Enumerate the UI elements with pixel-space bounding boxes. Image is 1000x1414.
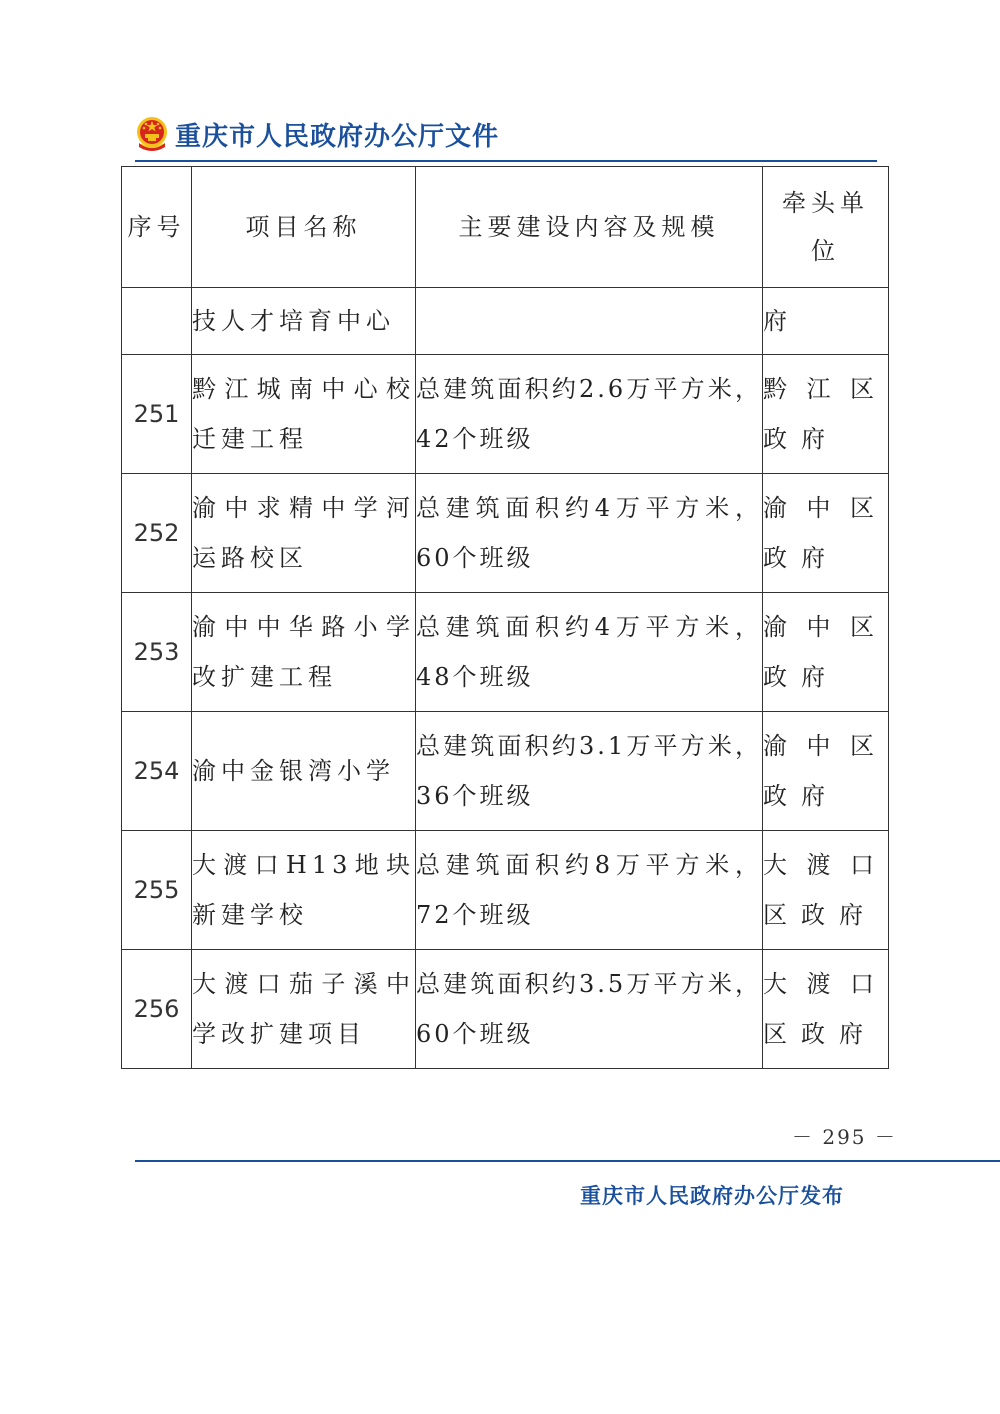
cell-name: 大渡口茄子溪中学改扩建项目 [192, 950, 416, 1069]
footer-divider [135, 1160, 1000, 1162]
cell-name: 渝中金银湾小学 [192, 712, 416, 831]
document-header [135, 112, 499, 156]
table-header-row [122, 167, 889, 288]
header-divider [135, 160, 877, 162]
column-header-no: 序号 [122, 167, 192, 288]
cell-unit: 渝中区政府 [763, 593, 889, 712]
cell-content: 总建筑面积约3.5万平方米，60个班级 [416, 950, 763, 1069]
cell-no: 255 [122, 831, 192, 950]
cell-no: 256 [122, 950, 192, 1069]
cell-no [122, 288, 192, 355]
cell-name: 大渡口H13地块新建学校 [192, 831, 416, 950]
cell-unit: 大渡口区政府 [763, 950, 889, 1069]
cell-unit: 渝中区政府 [763, 712, 889, 831]
national-emblem-icon [135, 115, 169, 153]
table-row [122, 474, 889, 593]
cell-name: 黔江城南中心校迁建工程 [192, 355, 416, 474]
cell-content: 总建筑面积约4万平方米，48个班级 [416, 593, 763, 712]
cell-unit: 黔江区政府 [763, 355, 889, 474]
footer-publisher: 重庆市人民政府办公厅发布 [580, 1184, 844, 1208]
cell-unit: 府 [763, 288, 889, 355]
cell-content: 总建筑面积约8万平方米，72个班级 [416, 831, 763, 950]
column-header-name: 项目名称 [192, 167, 416, 288]
cell-content: 总建筑面积约2.6万平方米，42个班级 [416, 355, 763, 474]
table-row [122, 712, 889, 831]
cell-no: 253 [122, 593, 192, 712]
page-number: － 295 － [792, 1125, 897, 1149]
project-table [121, 166, 889, 1069]
cell-name: 技人才培育中心 [192, 288, 416, 355]
header-title: 重庆市人民政府办公厅文件 [175, 121, 500, 152]
cell-no: 254 [122, 712, 192, 831]
cell-no: 252 [122, 474, 192, 593]
cell-no: 251 [122, 355, 192, 474]
table-row [122, 593, 889, 712]
cell-content: 总建筑面积约3.1万平方米，36个班级 [416, 712, 763, 831]
cell-content [416, 288, 763, 355]
table-row [122, 950, 889, 1069]
cell-content: 总建筑面积约4万平方米，60个班级 [416, 474, 763, 593]
cell-unit: 大渡口区政府 [763, 831, 889, 950]
table-row [122, 355, 889, 474]
cell-name: 渝中中华路小学改扩建工程 [192, 593, 416, 712]
cell-unit: 渝中区政府 [763, 474, 889, 593]
column-header-content: 主要建设内容及规模 [416, 167, 763, 288]
table-row-continuation [122, 288, 889, 355]
cell-name: 渝中求精中学河运路校区 [192, 474, 416, 593]
table-row [122, 831, 889, 950]
column-header-unit: 牵头单位 [763, 167, 889, 288]
